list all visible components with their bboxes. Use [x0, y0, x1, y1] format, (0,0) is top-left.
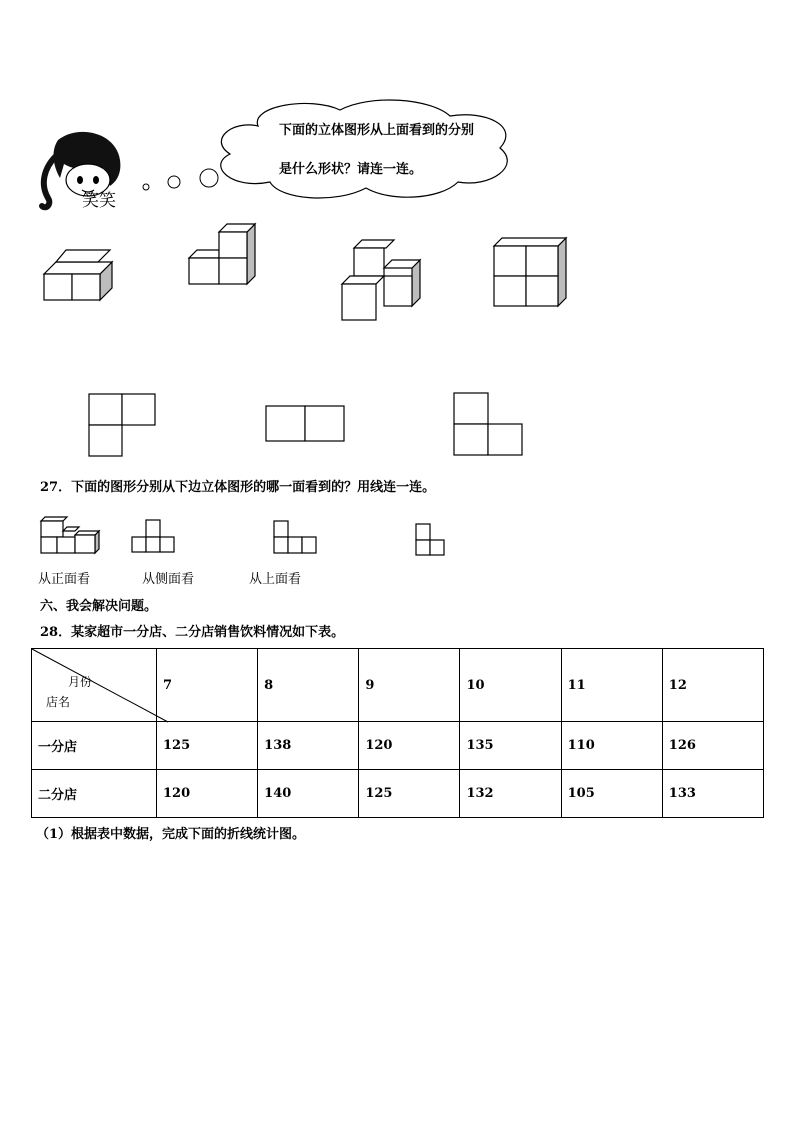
table-header-row [32, 649, 764, 722]
thought-bubble [140, 96, 520, 206]
table-cell: 133 [662, 770, 763, 818]
table-cell: 132 [460, 770, 561, 818]
bubble-text-line1: 下面的立体图形从上面看到的分别 [279, 123, 475, 138]
corner-label-store: 店名 [46, 695, 71, 709]
q27-view-shape-1 [130, 518, 178, 554]
top-view-shape-3 [453, 392, 525, 456]
q27-solid-figure [39, 513, 101, 555]
corner-label-month: 月份 [67, 675, 92, 689]
table-row [32, 770, 764, 818]
table-cell: 125 [359, 770, 460, 818]
table-corner-cell [32, 649, 157, 722]
top-view-shape-2 [265, 405, 345, 443]
mascot-label: 笑笑 [82, 191, 116, 211]
month-header-cell: 8 [258, 649, 359, 722]
q28-sub-question-1: （1）根据表中数据，完成下面的折线统计图。 [36, 827, 306, 842]
section-6-heading: 六、我会解决问题。 [40, 599, 158, 614]
table-cell: 126 [662, 722, 763, 770]
top-view-shape-1 [88, 393, 158, 457]
table-cell: 125 [157, 722, 258, 770]
solid-figure-2 [185, 224, 265, 304]
table-cell: 120 [359, 722, 460, 770]
view-label-top: 从上面看 [249, 572, 302, 587]
table-cell: 120 [157, 770, 258, 818]
q27-view-shape-3 [414, 522, 448, 558]
view-label-front: 从正面看 [38, 572, 91, 587]
solid-figure-3 [338, 234, 428, 324]
view-label-side: 从侧面看 [142, 572, 195, 587]
bubble-text-line2: 是什么形状？请连一连。 [279, 162, 423, 177]
table-cell: 135 [460, 722, 561, 770]
table-cell: 110 [561, 722, 662, 770]
table-cell: 105 [561, 770, 662, 818]
table-cell: 140 [258, 770, 359, 818]
q27-prompt: 27．下面的图形分别从下边立体图形的哪一面看到的？用线连一连。 [40, 480, 436, 495]
sales-table [31, 648, 764, 818]
table-cell: 138 [258, 722, 359, 770]
month-header-cell: 12 [662, 649, 763, 722]
month-header-cell: 9 [359, 649, 460, 722]
table-row [32, 722, 764, 770]
month-header-cell: 10 [460, 649, 561, 722]
solid-figure-4 [490, 236, 570, 316]
month-header-cell: 11 [561, 649, 662, 722]
diagonal-line [32, 649, 168, 722]
month-header-cell: 7 [157, 649, 258, 722]
store-name-cell: 一分店 [32, 722, 157, 770]
q27-view-shape-2 [272, 519, 320, 555]
q28-prompt: 28．某家超市一分店、二分店销售饮料情况如下表。 [40, 625, 345, 640]
store-name-cell: 二分店 [32, 770, 157, 818]
solid-figure-1 [40, 244, 120, 304]
